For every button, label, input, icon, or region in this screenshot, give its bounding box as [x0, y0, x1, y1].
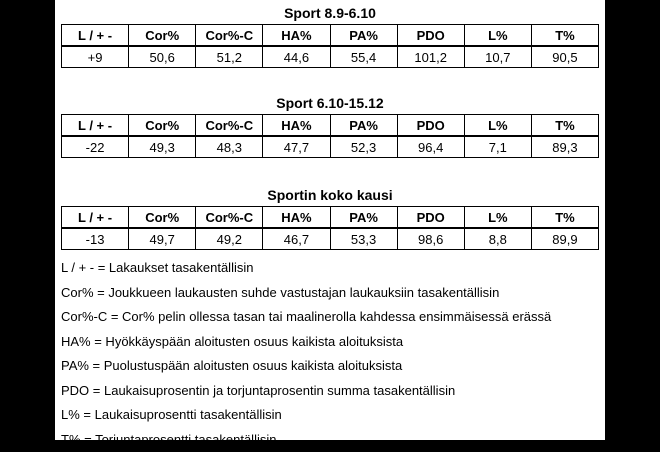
legend-item: HA% = Hyökkäyspään aloitusten osuus kaikista aloituksista: [61, 330, 599, 355]
cell-value: 55,4: [330, 46, 397, 68]
header-row: [62, 207, 599, 229]
table-row: [62, 136, 599, 158]
column-header: L%: [464, 25, 531, 47]
stats-block-season: [61, 184, 599, 250]
cell-value: 49,7: [129, 228, 196, 250]
stats-block-period-2: [61, 92, 599, 158]
cell-value: 48,3: [196, 136, 263, 158]
column-header: L / + -: [62, 207, 129, 229]
cell-value: 46,7: [263, 228, 330, 250]
stats-table: [61, 24, 599, 68]
cell-value: 51,2: [196, 46, 263, 68]
stats-table: [61, 206, 599, 250]
legend-item: PA% = Puolustuspään aloitusten osuus kaikista aloituksista: [61, 354, 599, 379]
column-header: L / + -: [62, 115, 129, 137]
cell-value: 10,7: [464, 46, 531, 68]
column-header: L%: [464, 207, 531, 229]
cell-value: +9: [62, 46, 129, 68]
table-row: [62, 228, 599, 250]
column-header: PDO: [397, 25, 464, 47]
column-header: Cor%-C: [196, 25, 263, 47]
legend-item: L / + - = Lakaukset tasakentällisin: [61, 256, 599, 281]
cell-value: 49,3: [129, 136, 196, 158]
cell-value: 8,8: [464, 228, 531, 250]
column-header: PA%: [330, 207, 397, 229]
column-header: HA%: [263, 115, 330, 137]
cell-value: 47,7: [263, 136, 330, 158]
stats-table: [61, 114, 599, 158]
header-row: [62, 25, 599, 47]
cell-value: -13: [62, 228, 129, 250]
legend: [61, 256, 599, 452]
header-row: [62, 115, 599, 137]
column-header: HA%: [263, 25, 330, 47]
cell-value: 89,9: [531, 228, 598, 250]
stats-sheet: [55, 0, 605, 440]
cell-value: 89,3: [531, 136, 598, 158]
cell-value: 96,4: [397, 136, 464, 158]
column-header: Cor%: [129, 115, 196, 137]
column-header: PDO: [397, 207, 464, 229]
column-header: T%: [531, 25, 598, 47]
legend-item: Cor% = Joukkueen laukausten suhde vastustajan laukauksiin tasakentällisin: [61, 281, 599, 306]
table-title: Sport 8.9-6.10: [61, 2, 599, 24]
table-row: [62, 46, 599, 68]
column-header: PA%: [330, 115, 397, 137]
legend-item: PDO = Laukaisuprosentin ja torjuntaprosentin summa tasakentällisin: [61, 379, 599, 404]
column-header: HA%: [263, 207, 330, 229]
column-header: Cor%: [129, 25, 196, 47]
column-header: T%: [531, 115, 598, 137]
cell-value: -22: [62, 136, 129, 158]
column-header: L%: [464, 115, 531, 137]
cell-value: 7,1: [464, 136, 531, 158]
cell-value: 53,3: [330, 228, 397, 250]
table-title: Sport 6.10-15.12: [61, 92, 599, 114]
legend-item: L% = Laukaisuprosentti tasakentällisin: [61, 403, 599, 428]
column-header: PA%: [330, 25, 397, 47]
cell-value: 50,6: [129, 46, 196, 68]
cell-value: 90,5: [531, 46, 598, 68]
cell-value: 52,3: [330, 136, 397, 158]
cell-value: 49,2: [196, 228, 263, 250]
legend-item: Cor%-C = Cor% pelin ollessa tasan tai maalinerolla kahdessa ensimmäisessä erässä: [61, 305, 599, 330]
column-header: Cor%-C: [196, 207, 263, 229]
cell-value: 44,6: [263, 46, 330, 68]
column-header: T%: [531, 207, 598, 229]
table-title: Sportin koko kausi: [61, 184, 599, 206]
cell-value: 101,2: [397, 46, 464, 68]
column-header: PDO: [397, 115, 464, 137]
stats-block-period-1: [61, 2, 599, 68]
column-header: Cor%-C: [196, 115, 263, 137]
column-header: Cor%: [129, 207, 196, 229]
legend-item: T% = Torjuntaprosentti tasakentällisin: [61, 428, 599, 452]
cell-value: 98,6: [397, 228, 464, 250]
column-header: L / + -: [62, 25, 129, 47]
